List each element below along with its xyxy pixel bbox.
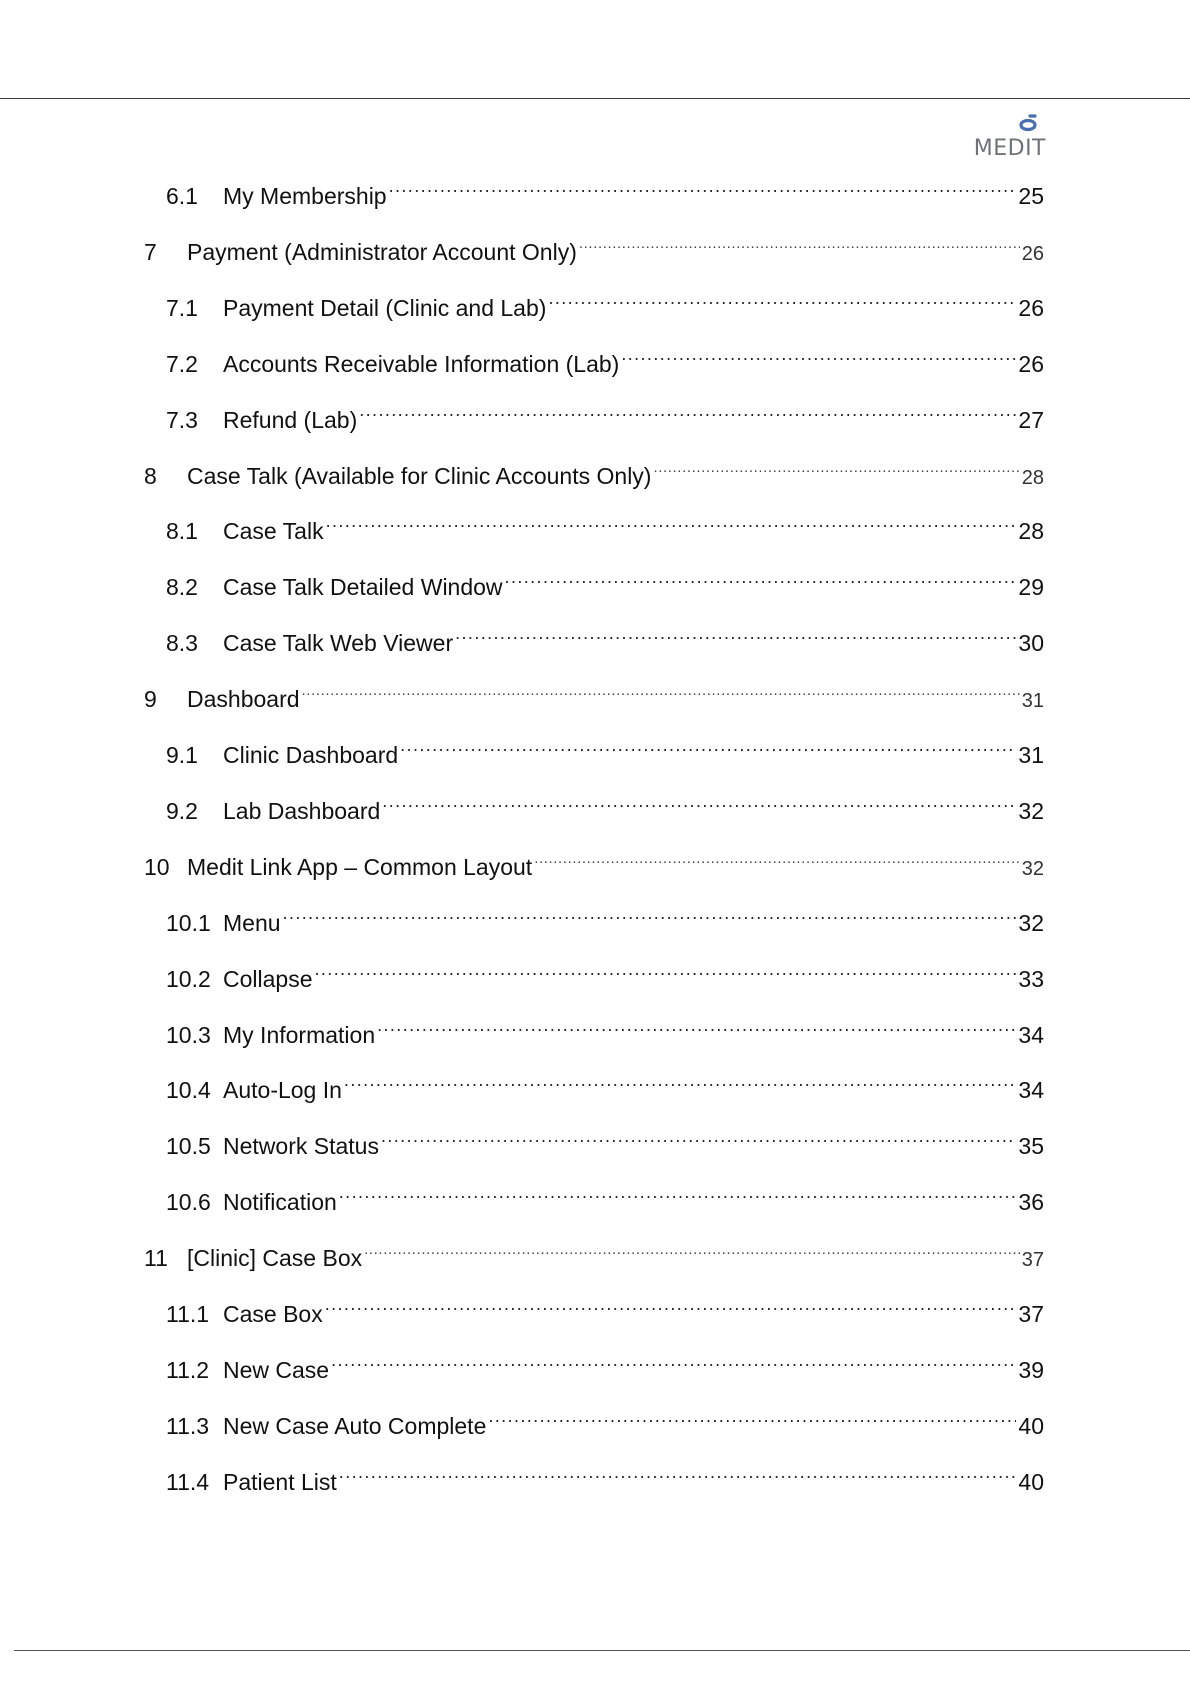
toc-entry-title: Accounts Receivable Information (Lab) — [223, 350, 620, 377]
toc-entry-title: Menu — [223, 909, 281, 936]
toc-dot-leader — [400, 723, 1016, 763]
toc-entry[interactable] — [166, 1338, 1044, 1383]
toc-entry-title: Case Box — [223, 1301, 323, 1327]
toc-entry-number: 8 — [144, 462, 157, 489]
toc-entry-page-number: 31 — [1021, 690, 1044, 713]
toc-entry-number: 7 — [144, 238, 157, 265]
toc-entry[interactable] — [166, 1170, 1044, 1216]
toc-entry[interactable] — [166, 388, 1044, 433]
toc-entry-page-number: 37 — [1021, 1249, 1044, 1272]
toc-dot-leader — [548, 276, 1016, 316]
toc-dot-leader — [344, 1058, 1016, 1098]
toc-entry-page-number: 28 — [1018, 518, 1044, 545]
toc-entry-title: Patient List — [223, 1468, 337, 1495]
toc-entry-page-number: 26 — [1018, 294, 1044, 321]
toc-dot-leader — [653, 444, 1019, 484]
toc-entry-page-number: 33 — [1018, 965, 1044, 992]
toc-entry-page-number: 26 — [1018, 350, 1044, 377]
toc-entry-number: 9 — [144, 686, 157, 713]
toc-entry[interactable] — [166, 947, 1044, 992]
toc-entry-title: Lab Dashboard — [223, 797, 381, 824]
toc-entry-title: Medit Link App – Common Layout — [187, 853, 533, 880]
toc-entry-number: 10.4 — [166, 1077, 211, 1104]
toc-entry[interactable] — [166, 1394, 1044, 1439]
toc-entry-number: 8.1 — [166, 518, 198, 545]
toc-entry[interactable] — [166, 332, 1044, 377]
toc-entry-title: Payment Detail (Clinic and Lab) — [223, 294, 547, 321]
toc-entry-number: 7.1 — [166, 294, 198, 321]
toc-entry-page-number: 30 — [1018, 630, 1044, 657]
toc-dot-leader — [359, 388, 1016, 428]
toc-entry-page-number: 26 — [1021, 242, 1044, 265]
toc-entry-number: 9.2 — [166, 797, 198, 824]
toc-entry-page-number: 27 — [1018, 406, 1044, 433]
toc-entry-title: Notification — [223, 1189, 337, 1216]
toc-entry-number: 11.1 — [166, 1301, 210, 1327]
toc-dot-leader — [505, 555, 1017, 595]
toc-entry[interactable] — [144, 667, 1044, 713]
toc-entry-number: 10.2 — [166, 965, 211, 992]
toc-entry-page-number: 34 — [1018, 1077, 1044, 1104]
toc-entry[interactable] — [166, 611, 1044, 657]
toc-entry-number: 7.2 — [166, 350, 198, 377]
toc-entry-page-number: 34 — [1018, 1021, 1044, 1048]
toc-entry-page-number: 32 — [1021, 857, 1044, 880]
toc-entry-title: Dashboard — [187, 686, 300, 713]
toc-entry-title: Clinic Dashboard — [223, 742, 399, 768]
toc-dot-leader — [382, 779, 1016, 819]
toc-entry-number: 8.2 — [166, 574, 198, 601]
toc-entry-page-number: 25 — [1018, 183, 1044, 209]
toc-entry[interactable] — [166, 276, 1044, 321]
toc-entry-page-number: 28 — [1021, 466, 1044, 489]
toc-entry[interactable] — [166, 779, 1044, 824]
toc-entry[interactable] — [166, 1114, 1044, 1160]
medit-logo — [966, 108, 1046, 164]
toc-entry-number: 11.3 — [166, 1412, 210, 1439]
toc-dot-leader — [377, 1003, 1016, 1043]
toc-entry[interactable] — [166, 891, 1044, 936]
toc-entry-number: 7.3 — [166, 406, 198, 433]
toc-entry-number: 10.1 — [166, 909, 211, 936]
logo-text: MEDIT — [973, 136, 1046, 161]
toc-entry[interactable] — [166, 1282, 1044, 1327]
toc-entry[interactable] — [166, 1058, 1044, 1104]
toc-dot-leader — [534, 835, 1020, 875]
toc-entry-number: 11.4 — [166, 1468, 210, 1495]
toc-entry[interactable] — [166, 1450, 1044, 1495]
toc-dot-leader — [621, 332, 1016, 372]
toc-entry-title: New Case — [223, 1356, 330, 1383]
toc-entry-number: 10 — [144, 853, 170, 880]
toc-entry-page-number: 35 — [1018, 1133, 1044, 1160]
toc-entry-title: New Case Auto Complete — [223, 1412, 487, 1439]
toc-entry[interactable] — [166, 555, 1044, 601]
toc-entry[interactable] — [144, 220, 1044, 265]
toc-entry-number: 10.3 — [166, 1021, 211, 1048]
toc-entry-title: Case Talk — [223, 518, 324, 545]
toc-entry-page-number: 40 — [1018, 1468, 1044, 1495]
toc-dot-leader — [579, 220, 1020, 260]
toc-entry-page-number: 37 — [1018, 1301, 1044, 1327]
toc-entry[interactable] — [166, 164, 1044, 209]
toc-entry-title: Case Talk (Available for Clinic Accounts Only) — [187, 462, 652, 489]
toc-entry-title: Case Talk Web Viewer — [223, 630, 454, 657]
toc-entry-title: Collapse — [223, 965, 313, 992]
toc-entry-title: Network Status — [223, 1133, 379, 1160]
toc-entry[interactable] — [166, 723, 1044, 768]
toc-entry-number: 10.6 — [166, 1189, 211, 1216]
toc-dot-leader — [364, 1226, 1020, 1266]
toc-dot-leader — [488, 1394, 1016, 1434]
footer-rule — [14, 1650, 1190, 1651]
toc-entry-title: Auto-Log In — [223, 1077, 342, 1104]
toc-dot-leader — [326, 499, 1017, 539]
toc-entry[interactable] — [144, 444, 1044, 489]
toc-dot-leader — [331, 1338, 1016, 1378]
header-rule — [0, 98, 1190, 99]
toc-entry-title: My Information — [223, 1021, 376, 1048]
toc-entry-page-number: 32 — [1018, 797, 1044, 824]
toc-entry-page-number: 31 — [1018, 742, 1044, 768]
toc-entry-title: [Clinic] Case Box — [187, 1245, 363, 1272]
toc-entry-title: My Membership — [223, 183, 387, 209]
toc-entry-number: 11 — [144, 1245, 168, 1272]
toc-entry[interactable] — [166, 499, 1044, 545]
toc-dot-leader — [339, 1170, 1017, 1210]
toc-entry-title: Case Talk Detailed Window — [223, 574, 503, 601]
toc-entry[interactable] — [144, 835, 1044, 880]
toc-entry-number: 9.1 — [166, 742, 198, 768]
toc-dot-leader — [283, 891, 1017, 931]
toc-dot-leader — [325, 1282, 1017, 1322]
toc-entry-number: 10.5 — [166, 1133, 211, 1160]
toc-dot-leader — [339, 1450, 1017, 1490]
toc-dot-leader — [315, 947, 1017, 987]
toc-entry-title: Refund (Lab) — [223, 406, 358, 433]
toc-dot-leader — [381, 1114, 1016, 1154]
toc-entry-page-number: 40 — [1018, 1412, 1044, 1439]
medit-logo-mark-icon — [1016, 112, 1040, 136]
toc-entry[interactable] — [144, 1226, 1044, 1272]
toc-entry[interactable] — [166, 1003, 1044, 1048]
toc-dot-leader — [302, 667, 1020, 707]
toc-entry-page-number: 39 — [1018, 1356, 1044, 1383]
toc-entry-page-number: 32 — [1018, 909, 1044, 936]
toc-entry-page-number: 29 — [1018, 574, 1044, 601]
toc-entry-number: 8.3 — [166, 630, 198, 657]
toc-dot-leader — [455, 611, 1016, 651]
toc-entry-number: 6.1 — [166, 183, 198, 209]
toc-entry-number: 11.2 — [166, 1356, 210, 1383]
toc-entry-page-number: 36 — [1018, 1189, 1044, 1216]
toc-entry-title: Payment (Administrator Account Only) — [187, 238, 577, 265]
toc-dot-leader — [389, 164, 1017, 204]
